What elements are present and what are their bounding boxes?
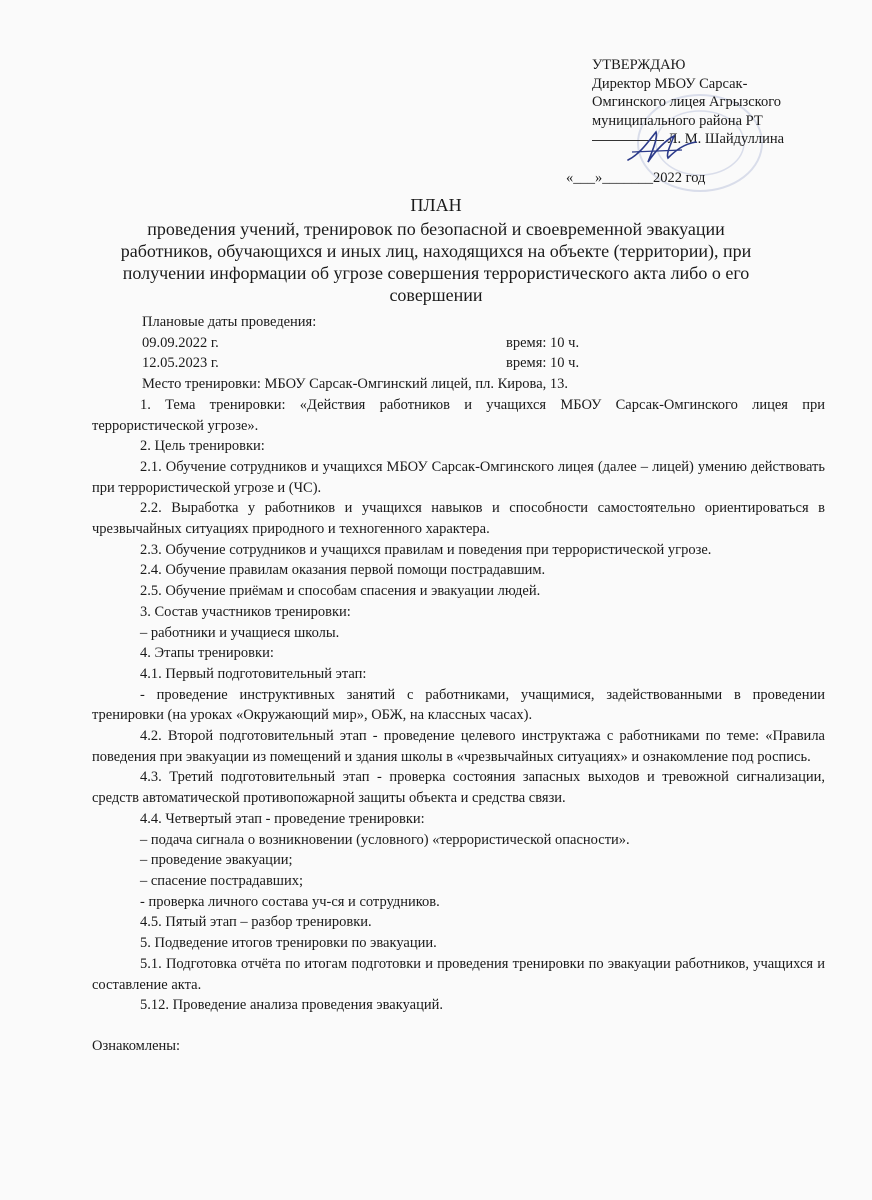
item-4-4-b: – проведение эвакуации;: [140, 852, 293, 869]
document-title: ПЛАН: [410, 195, 462, 215]
date-1: 09.09.2022 г.: [142, 334, 219, 351]
item-4-1: 4.1. Первый подготовительный этап:: [140, 665, 367, 682]
dates-label: Плановые даты проведения:: [142, 314, 317, 330]
signer-name: Л. М. Шайдуллина: [667, 131, 785, 147]
date-row-1: [92, 333, 825, 354]
item-1: 1. Тема тренировки: «Действия работников и учащихся МБОУ Сарсак-Омгинского лицея при террористической угрозе».: [92, 396, 825, 434]
item-4-2: 4.2. Второй подготовительный этап - проведение целевого инструктажа с работниками по теме: «Правила поведения при эвакуации из помещений и здания школы в «чрезвычайных ситуациях» и ознакомление под роспись.: [92, 728, 825, 765]
item-4-1-a: - проведение инструктивных занятий с работниками, учащимися, задействованными в проведении тренировки (на уроках «Окружающий мир», ОБЖ, на классных часах).: [92, 686, 825, 724]
document-subtitle: проведения учений, тренировок по безопасной и своевременной эвакуации работников, обучающихся и иных лиц, находящихся на объекте (территории), при получении информации об угрозе совершения террористического акта либо о его совершении: [120, 219, 752, 305]
acknowledged-label: Ознакомлены:: [92, 1037, 181, 1054]
item-5-1: 5.1. Подготовка отчёта по итогам подготовки и проведения тренировки по эвакуации работников, учащихся и составление акта.: [92, 955, 825, 993]
item-4-4-a: – подача сигнала о возникновении (условного) «террористической опасности».: [140, 831, 630, 848]
item-2-4: 2.4. Обучение правилам оказания первой помощи пострадавшим.: [140, 562, 546, 579]
item-2-5: 2.5. Обучение приёмам и способам спасения и эвакуации людей.: [140, 583, 541, 600]
item-5-12: 5.12. Проведение анализа проведения эвакуаций.: [140, 997, 443, 1014]
approval-line-2: Омгинского лицея Агрызского: [592, 94, 782, 110]
item-2-1: 2.1. Обучение сотрудников и учащихся МБОУ Сарсак-Омгинского лицея (далее – лицей) умению действовать при террористической угрозе и (ЧС).: [92, 458, 825, 496]
approval-date: «___»_______2022 год: [566, 169, 706, 186]
approval-line-3: муниципального района РТ: [592, 112, 763, 129]
item-2-3: 2.3. Обучение сотрудников и учащихся правилам и поведения при террористической угрозе.: [140, 541, 712, 558]
approval-title: УТВЕРЖДАЮ: [592, 57, 686, 73]
document-body: [92, 312, 825, 1057]
time-2: время: 10 ч.: [506, 355, 580, 372]
approval-line-1: Директор МБОУ Сарсак-: [592, 75, 748, 92]
item-5: 5. Подведение итогов тренировки по эвакуации.: [140, 935, 437, 952]
item-4-4-c: – спасение пострадавших;: [140, 872, 304, 889]
item-4-3: 4.3. Третий подготовительный этап - проверка состояния запасных выходов и тревожной сигнализации, средств автоматической противопожарной защиты объекта и средства связи.: [92, 769, 825, 807]
signature-icon: [622, 124, 702, 170]
item-4: 4. Этапы тренировки:: [140, 645, 274, 662]
date-row-2: [92, 353, 825, 374]
item-2-2: 2.2. Выработка у работников и учащихся навыков и способности самостоятельно ориентироваться в чрезвычайных ситуациях природного и техногенного характера.: [92, 500, 825, 538]
item-4-4-d: - проверка личного состава уч-ся и сотрудников.: [140, 893, 440, 910]
item-4-4: 4.4. Четвертый этап - проведение тренировки:: [140, 810, 425, 827]
time-1: время: 10 ч.: [506, 334, 580, 351]
item-2: 2. Цель тренировки:: [140, 438, 265, 455]
item-4-5: 4.5. Пятый этап – разбор тренировки.: [140, 914, 372, 931]
place: Место тренировки: МБОУ Сарсак-Омгинский лицей, пл. Кирова, 13.: [142, 376, 569, 393]
item-3-a: – работники и учащиеся школы.: [140, 624, 340, 641]
date-2: 12.05.2023 г.: [142, 355, 219, 372]
item-3: 3. Состав участников тренировки:: [140, 603, 351, 620]
